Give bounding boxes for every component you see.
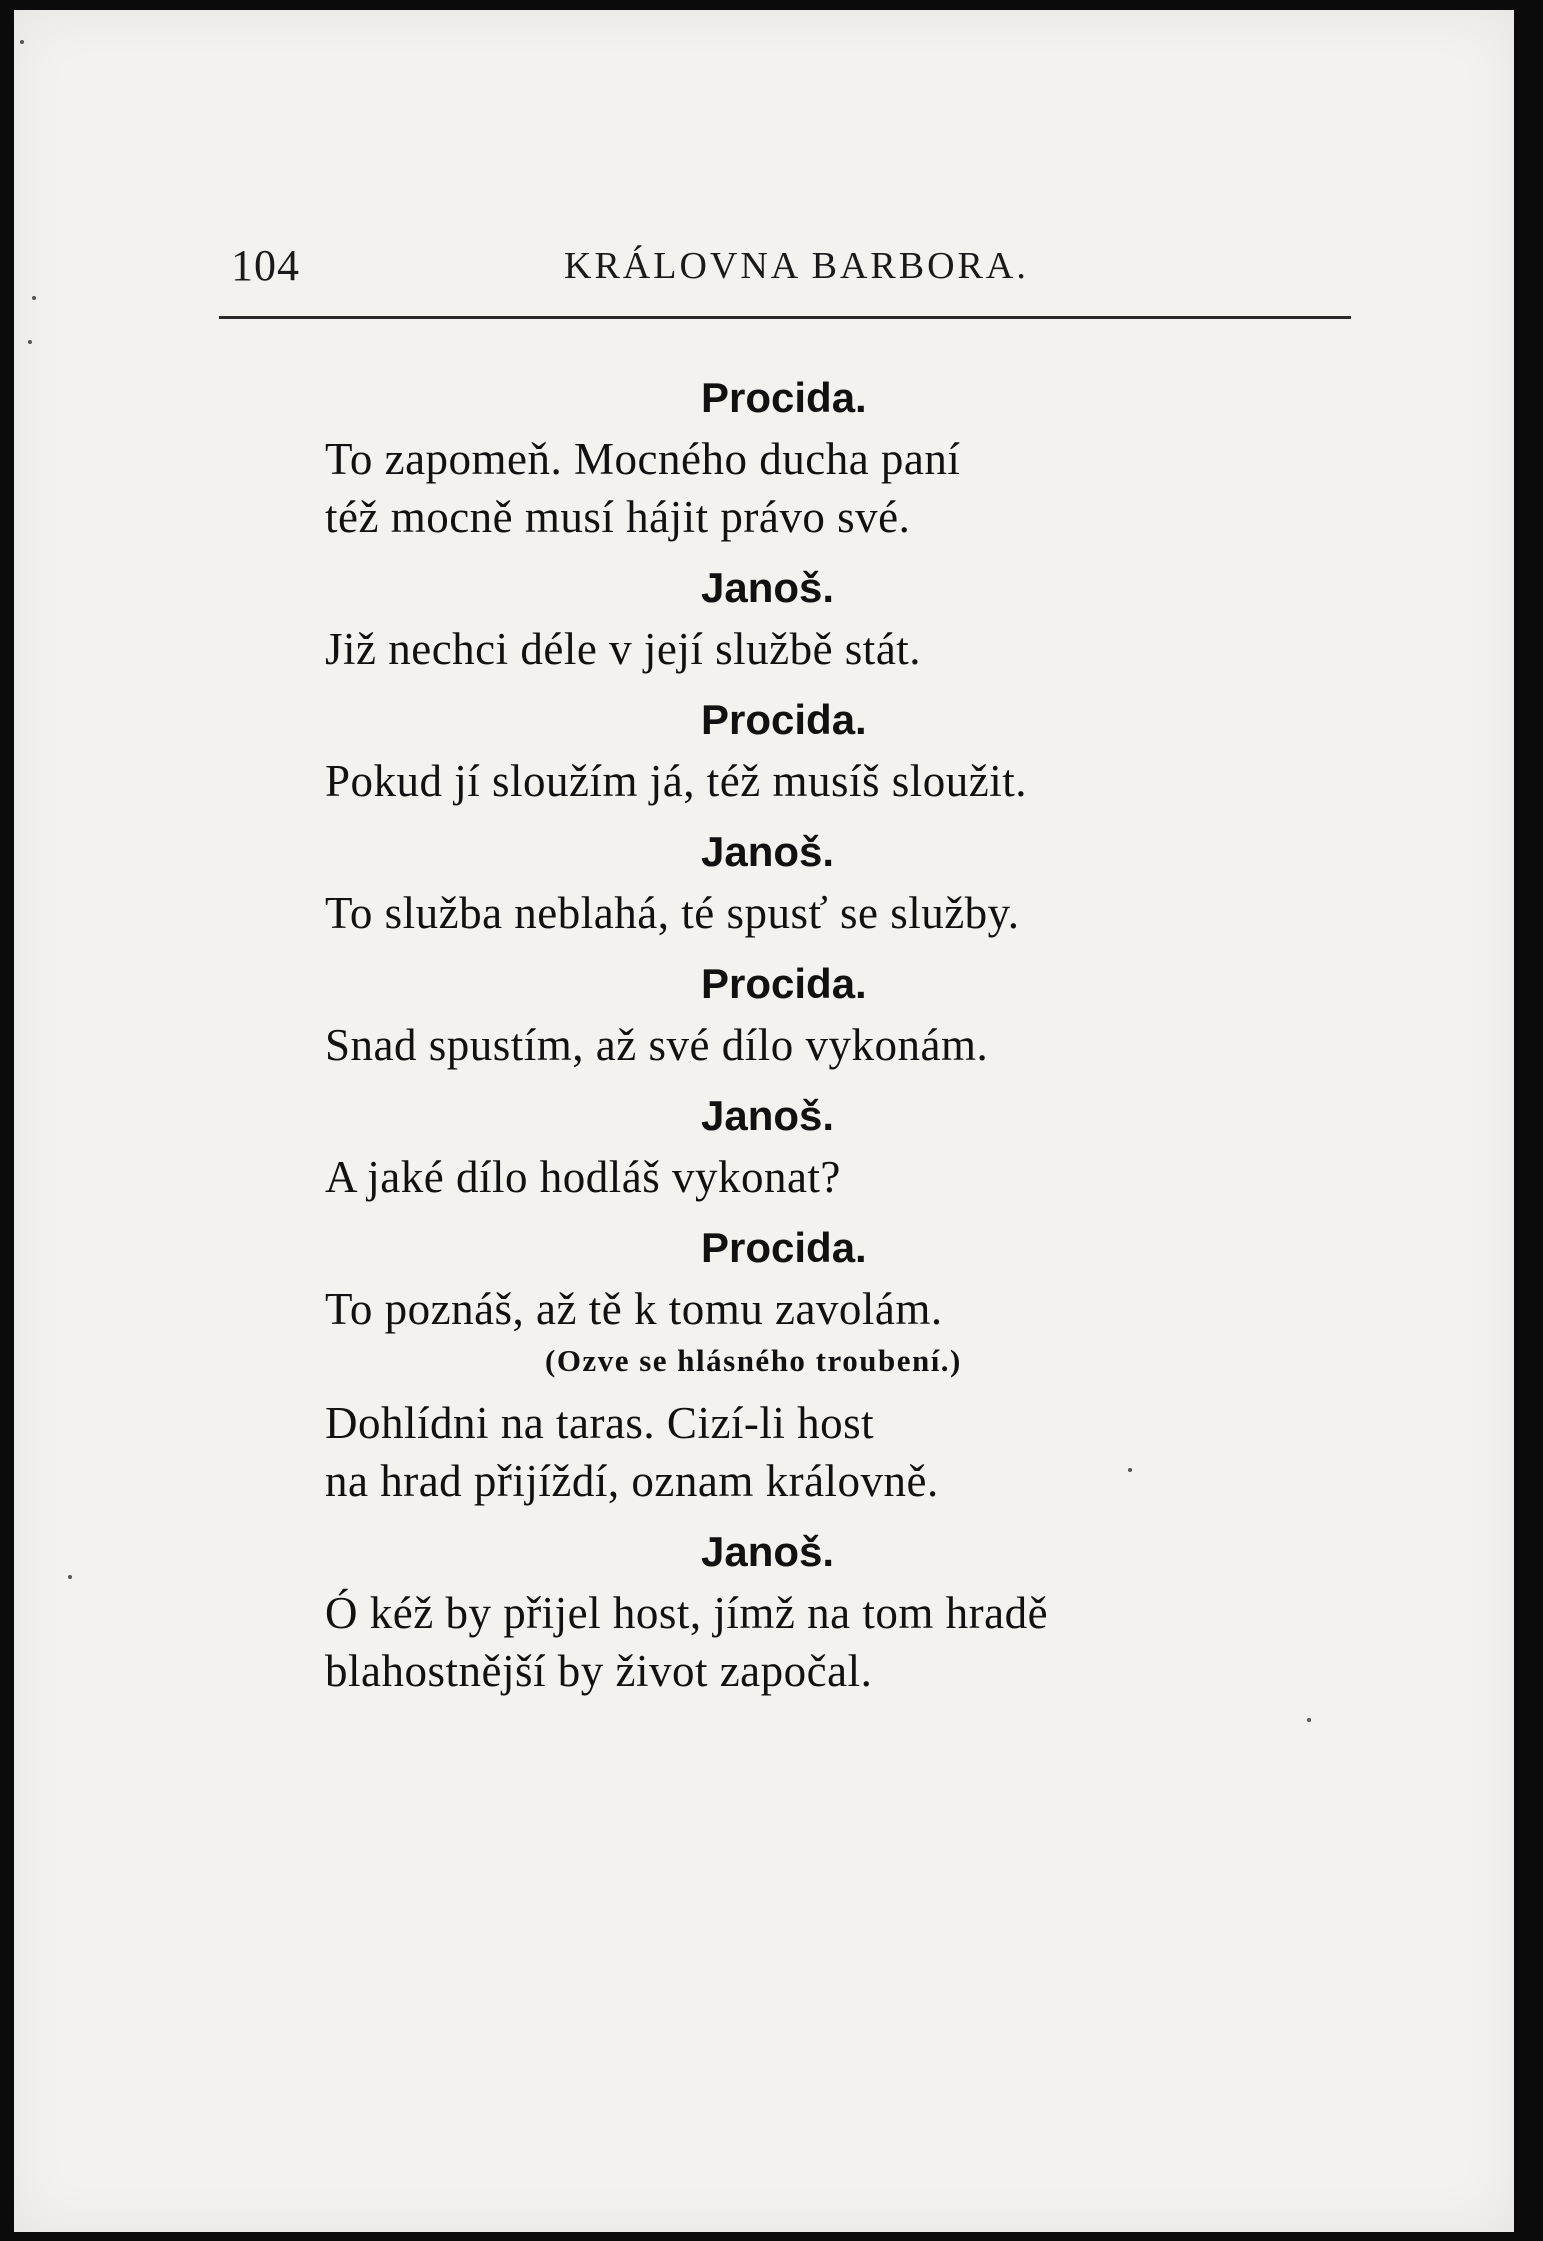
verse-line: Dohlídni na taras. Cizí-li host	[325, 1398, 875, 1448]
scan-speck	[20, 40, 24, 44]
running-title: KRÁLOVNA BARBORA.	[564, 245, 1029, 287]
scan-speck	[68, 1575, 72, 1579]
verse-line: též mocně musí hájit právo své.	[325, 492, 911, 542]
verse-line: Pokud jí sloužím já, též musíš sloužit.	[325, 756, 1027, 806]
speaker-name: Janoš.	[701, 828, 835, 875]
scan-speck	[28, 340, 32, 344]
speaker-name: Janoš.	[701, 564, 835, 611]
verse-line: To služba neblahá, té spusť se služby.	[325, 888, 1020, 938]
verse-line: Snad spustím, až své dílo vykonám.	[325, 1020, 989, 1070]
speaker-name: Procida.	[701, 374, 867, 421]
verse-line: Ó kéž by přijel host, jímž na tom hradě	[325, 1588, 1049, 1638]
verse-line: To poznáš, až tě k tomu zavolám.	[325, 1284, 943, 1334]
verse-line: To zapomeň. Mocného ducha paní	[325, 434, 961, 484]
scan-speck	[32, 296, 36, 300]
play-text	[325, 372, 1325, 1700]
speaker-name: Procida.	[701, 1224, 867, 1271]
page-header	[219, 228, 1351, 319]
speaker-name: Procida.	[701, 696, 867, 743]
verse-line: blahostnější by život započal.	[325, 1646, 873, 1696]
scan-speck	[1307, 1718, 1311, 1722]
verse-line: Již nechci déle v její službě stát.	[325, 624, 922, 674]
speaker-name: Janoš.	[701, 1092, 835, 1139]
page-number: 104	[231, 241, 300, 290]
speaker-name: Janoš.	[701, 1528, 835, 1575]
stage-direction: (Ozve se hlásného troubení.)	[545, 1343, 962, 1378]
verse-line: A jaké dílo hodláš vykonat?	[325, 1152, 841, 1202]
verse-line: na hrad přijíždí, oznam královně.	[325, 1456, 939, 1506]
speaker-name: Procida.	[701, 960, 867, 1007]
